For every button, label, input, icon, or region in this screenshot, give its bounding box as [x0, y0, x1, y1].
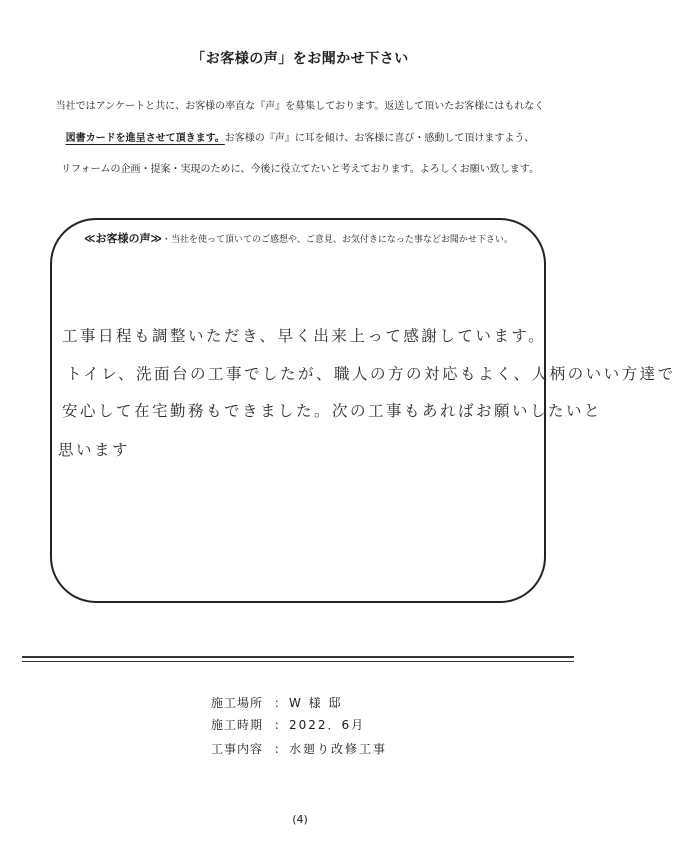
voice-description: ・当社を使って頂いてのご感想や、ご意見、お気付きになった事などお聞かせ下さい。 [162, 235, 513, 245]
location-separator: ： [273, 696, 286, 710]
location-label: 施工場所 [211, 696, 264, 710]
page-number: (4) [292, 813, 308, 826]
intro-line-2-rest: お客様の『声』に耳を傾け、お客様に喜び・感動して頂けますよう、 [224, 133, 535, 144]
period-value: 2022．6月 [289, 718, 366, 732]
info-period-row [211, 716, 365, 733]
page-title: 「お客様の声」をお聞かせ下さい [191, 51, 409, 67]
content-label: 工事内容 [211, 742, 264, 756]
handwritten-line-3: 安心して在宅勤務もできました。次の工事もあればお願いしたいと [62, 402, 603, 420]
intro-line-3: リフォームの企画・提案・実現のために、今後に役立てたいと考えております。よろしくお願い致します。 [61, 164, 539, 175]
divider-thick [22, 656, 574, 658]
content-separator: ： [273, 742, 286, 756]
location-value: W 様 邸 [289, 696, 343, 710]
content-value: 水廻り改修工事 [289, 742, 388, 756]
handwritten-line-1: 工事日程も調整いただき、早く出来上って感謝しています。 [62, 327, 547, 345]
period-separator: ： [273, 718, 286, 732]
voice-label: ≪お客様の声≫ [84, 232, 163, 245]
handwritten-line-2: トイレ、洗面台の工事でしたが、職人の方の対応もよく、人柄のいい方達で [66, 365, 676, 383]
period-label: 施工時期 [211, 718, 264, 732]
gift-card-emphasis: 図書カードを進呈させて頂きます。 [65, 133, 225, 144]
handwritten-line-4: 思います [58, 441, 131, 459]
voice-header [84, 230, 513, 246]
info-content-row [211, 740, 387, 757]
intro-line-2 [0, 133, 600, 145]
divider-thin [22, 661, 574, 662]
info-location-row [211, 694, 343, 711]
intro-line-1: 当社ではアンケートと共に、お客様の率直な『声』を募集しております。返送して頂いたお客様にはもれなく [55, 101, 545, 112]
